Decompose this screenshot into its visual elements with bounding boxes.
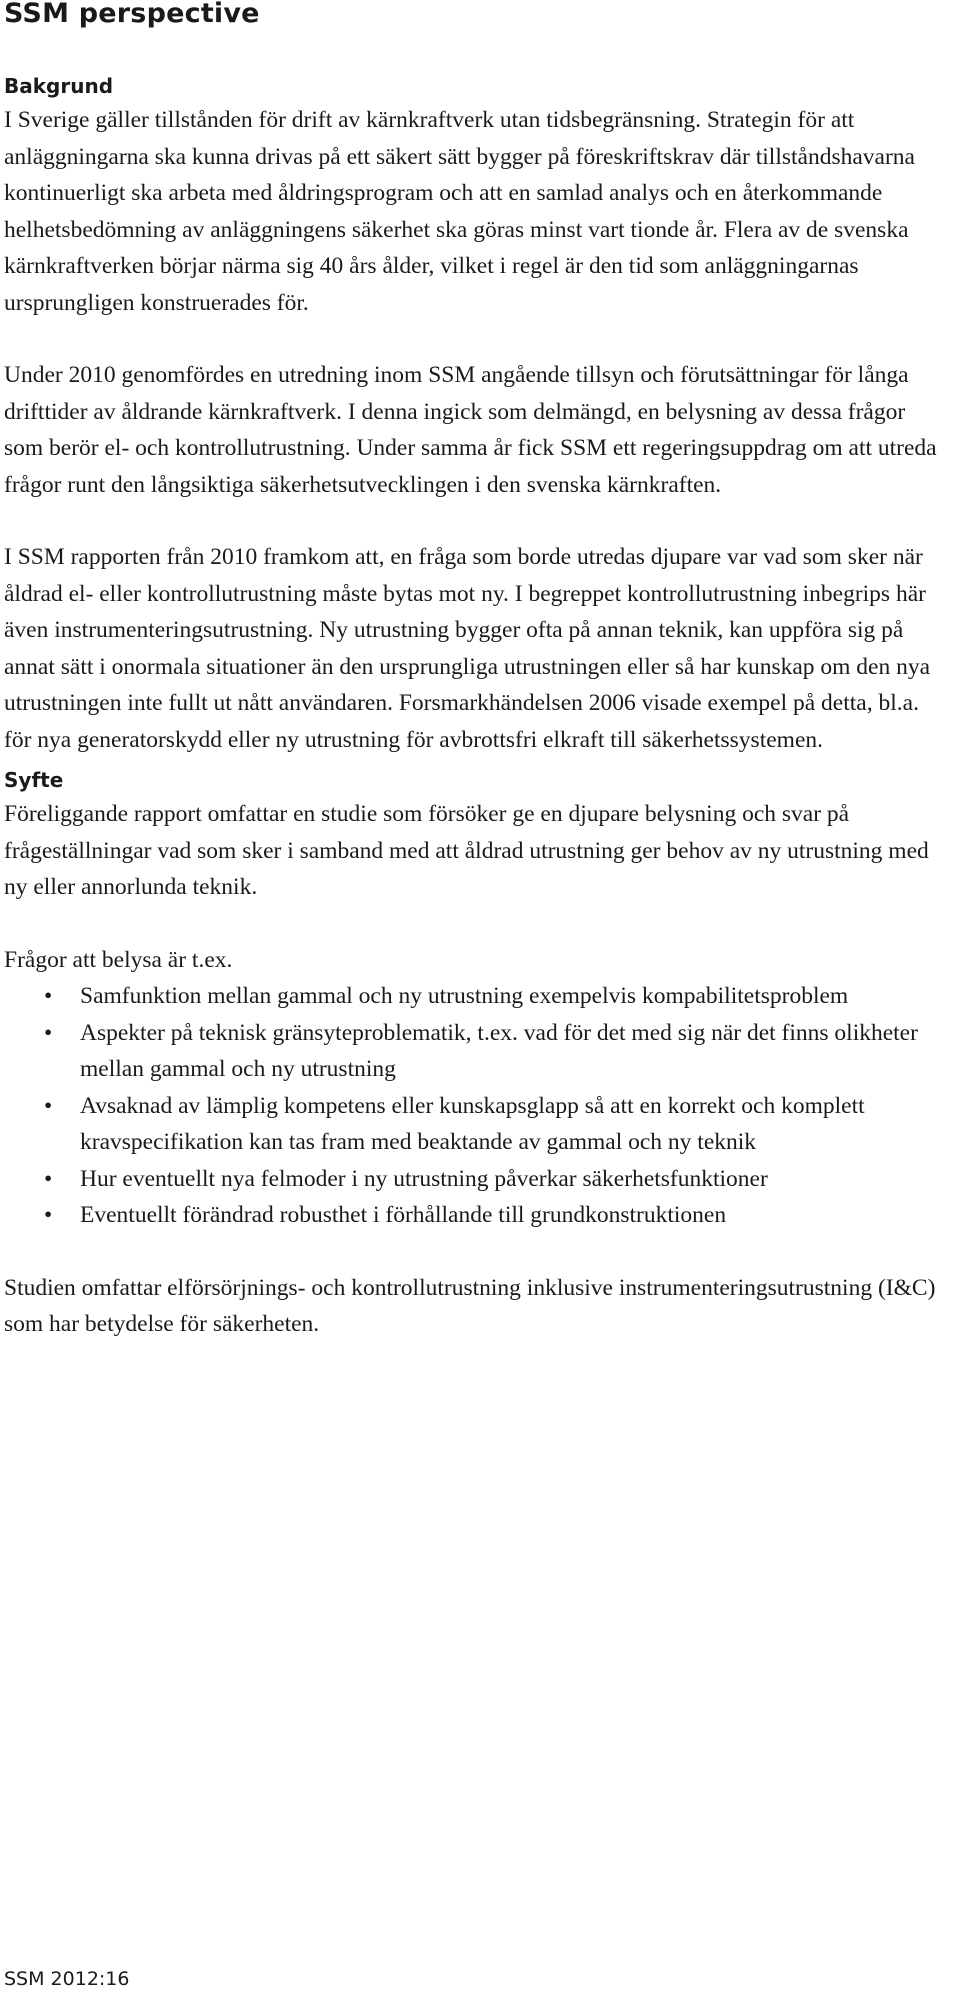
document-title: SSM perspective bbox=[4, 0, 260, 29]
document-body bbox=[4, 74, 948, 1343]
bullet-icon: • bbox=[44, 1092, 53, 1119]
question-list bbox=[4, 978, 948, 1234]
bullet-icon: • bbox=[44, 1019, 53, 1046]
paragraph-bakgrund-3: I SSM rapporten från 2010 framkom att, en fråga som borde utredas djupare var vad som sker när åldrad el- eller kontrollutrustning måste bytas mot ny. I begreppet kontrollutrustning inbegrips här även instrumenteringsutrustning. Ny utrustning bygger ofta på annan teknik, kan uppföra sig på annat sätt i onormala situationer än den ursprungliga utrustningen eller så har kunskap om den nya utrustningen inte fullt ut nått användaren. Forsmarkhändelsen 2006 visade exempel på detta, bl.a. för nya generatorskydd eller ny utrustning för avbrottsfri elkraft till säkerhetssystemen. bbox=[4, 544, 931, 753]
section-heading-bakgrund: Bakgrund bbox=[4, 74, 114, 98]
list-item-text: Eventuellt förändrad robusthet i förhållande till grundkonstruktionen bbox=[80, 1202, 727, 1228]
list-item-text: Avsaknad av lämplig kompetens eller kunskapsglapp så att en korrekt och komplett kravspecifikation kan tas fram med beaktande av gammal och ny teknik bbox=[80, 1092, 865, 1155]
list-item bbox=[4, 1015, 948, 1088]
list-item bbox=[4, 1088, 948, 1161]
page-footer: SSM 2012:16 bbox=[4, 1968, 130, 1990]
list-item-text: Hur eventuellt nya felmoder i ny utrustning påverkar säkerhetsfunktioner bbox=[80, 1165, 768, 1192]
section-heading-syfte: Syfte bbox=[4, 768, 64, 792]
paragraph-list-intro: Frågor att belysa är t.ex. bbox=[4, 946, 233, 973]
paragraph-bakgrund-1: I Sverige gäller tillstånden för drift av kärnkraftverk utan tidsbegränsning. Strategin för att anläggningarna ska kunna drivas på ett säkert sätt bygger på föreskriftskrav där tillståndshavarna kontinuerligt ska arbeta med åldringsprogram och att en samlad analys och en återkommande helhetsbedömning av anläggningens säkerhet ska göras minst vart tionde år. Flera av de svenska kärnkraftverken börjar närma sig 40 års ålder, vilket i regel är den tid som anläggningarnas ursprungligen konstruerades för. bbox=[4, 107, 915, 316]
list-item bbox=[4, 1197, 948, 1234]
list-item-text: Aspekter på teknisk gränsyteproblematik, t.ex. vad för det med sig när det finns olikheter mellan gammal och ny utrustning bbox=[80, 1019, 918, 1082]
bullet-icon: • bbox=[44, 1165, 53, 1192]
list-item bbox=[4, 978, 948, 1015]
list-item bbox=[4, 1161, 948, 1198]
paragraph-syfte-intro: Föreliggande rapport omfattar en studie som försöker ge en djupare belysning och svar på frågeställningar vad som sker i samband med att åldrad utrustning ger behov av ny utrustning med ny eller annorlunda teknik. bbox=[4, 801, 929, 900]
paragraph-bakgrund-2: Under 2010 genomfördes en utredning inom SSM angående tillsyn och förutsättningar för långa drifttider av åldrande kärnkraftverk. I denna ingick som delmängd, en belysning av dessa frågor som berör el- och kontrollutrustning. Under samma år fick SSM ett regeringsuppdrag om att utreda frågor runt den långsiktiga säkerhetsutvecklingen i den svenska kärnkraften. bbox=[4, 362, 937, 498]
list-item-text: Samfunktion mellan gammal och ny utrustning exempelvis kompabilitetsproblem bbox=[80, 983, 849, 1009]
bullet-icon: • bbox=[44, 983, 53, 1009]
paragraph-closing: Studien omfattar elförsörjnings- och kontrollutrustning inklusive instrumenteringsutrustning (I&C) som har betydelse för säkerheten. bbox=[4, 1274, 936, 1337]
bullet-icon: • bbox=[44, 1202, 53, 1228]
